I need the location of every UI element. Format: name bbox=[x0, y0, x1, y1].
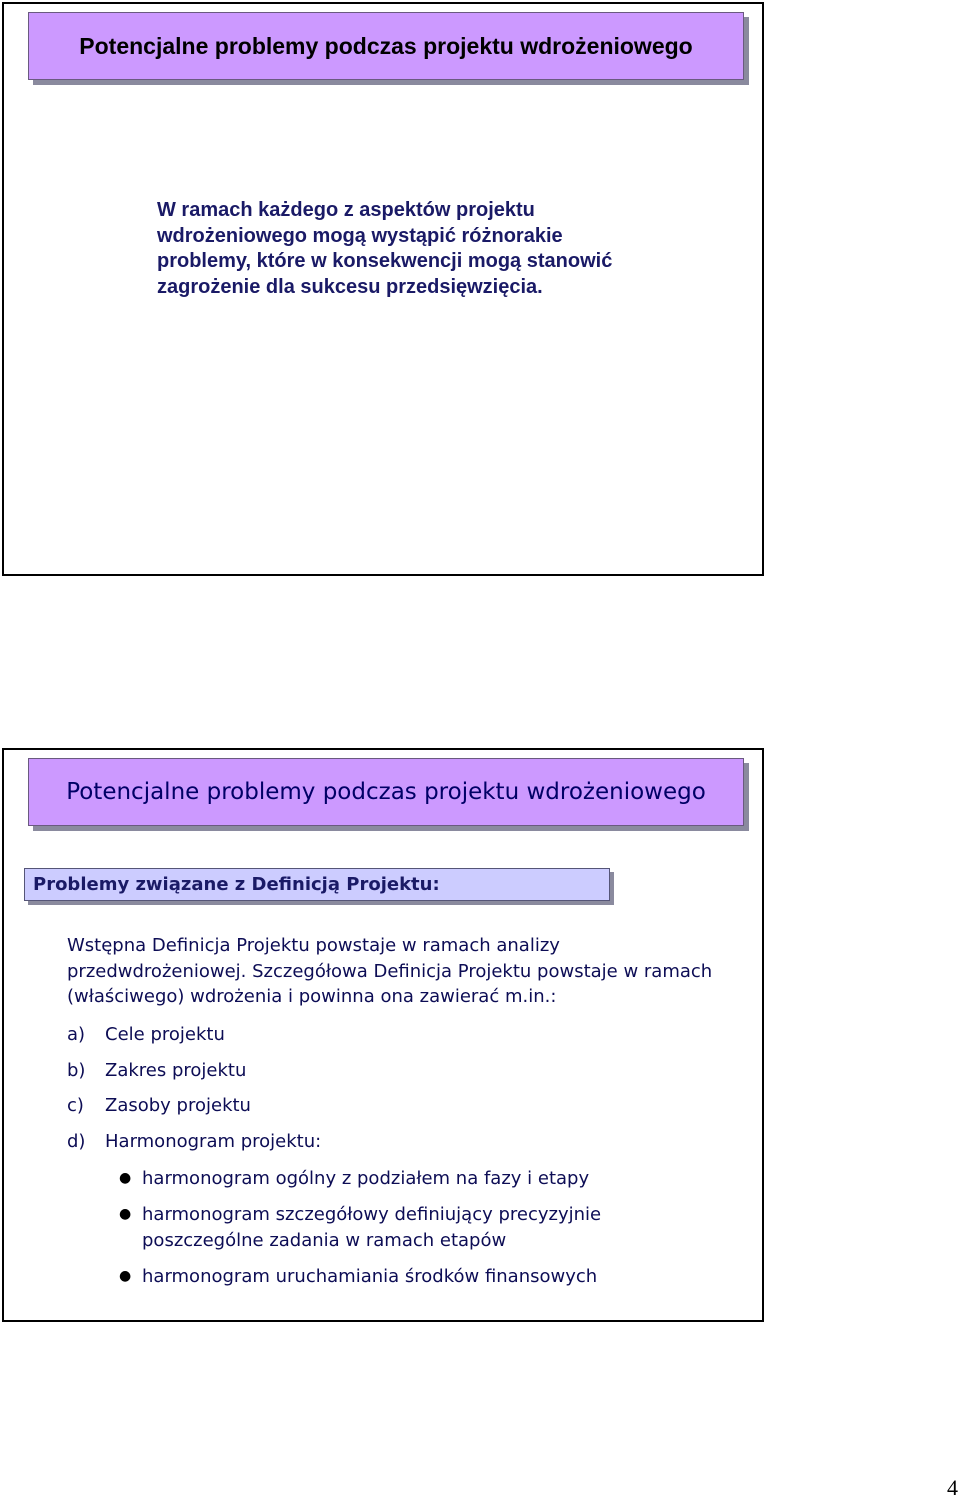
bullet-text: harmonogram szczegółowy definiujący precyzyjnie poszczególne zadania w ramach etapów bbox=[142, 1204, 602, 1251]
bullet-text: harmonogram ogólny z podziałem na fazy i etapy bbox=[142, 1168, 590, 1189]
slide-2-title-box bbox=[28, 758, 744, 826]
slide-1-intro-text: W ramach każdego z aspektów projektu wdrożeniowego mogą wystąpić różnorakie problemy, które w konsekwencji mogą stanowić zagrożenie dla sukcesu przedsięwzięcia. bbox=[157, 199, 613, 298]
slide-2-title: Potencjalne problemy podczas projektu wdrożeniowego bbox=[66, 778, 706, 805]
list-item-text: Cele projektu bbox=[105, 1024, 225, 1045]
schedule-bullets-list bbox=[114, 1166, 702, 1300]
bullet-dot-icon: ● bbox=[119, 1267, 132, 1284]
list-marker: a) bbox=[67, 1024, 86, 1045]
slide-2 bbox=[2, 748, 764, 1322]
page-number: 4 bbox=[947, 1475, 958, 1500]
definition-items-list bbox=[67, 1022, 321, 1165]
slide-2-subtitle-box bbox=[24, 868, 610, 901]
bullet-item bbox=[114, 1166, 702, 1192]
list-item bbox=[67, 1058, 321, 1094]
bullet-text: harmonogram uruchamiania środków finansowych bbox=[142, 1265, 598, 1287]
list-item-text: Zakres projektu bbox=[105, 1059, 247, 1081]
list-item bbox=[67, 1093, 321, 1129]
list-item-text: Harmonogram projektu: bbox=[105, 1131, 322, 1153]
slide-1-title-box bbox=[28, 12, 744, 80]
slide-2-subtitle: Problemy związane z Definicją Projektu: bbox=[33, 874, 440, 895]
list-marker: b) bbox=[67, 1059, 86, 1081]
list-item-text: Zasoby projektu bbox=[105, 1095, 251, 1117]
slide-1 bbox=[2, 2, 764, 576]
slide-2-body-text: Wstępna Definicja Projektu powstaje w ramach analizy przedwdrożeniowej. Szczegółowa Definicja Projektu powstaje w ramach (właściwego) wdrożenia i powinna ona zawierać m.in.: bbox=[67, 935, 713, 1007]
bullet-dot-icon: ● bbox=[119, 1170, 132, 1186]
bullet-item bbox=[114, 1264, 702, 1290]
list-marker: d) bbox=[67, 1131, 86, 1153]
list-item bbox=[67, 1022, 321, 1058]
bullet-dot-icon: ● bbox=[119, 1206, 132, 1222]
slide-1-title: Potencjalne problemy podczas projektu wdrożeniowego bbox=[79, 32, 693, 59]
bullet-item bbox=[114, 1202, 702, 1253]
list-marker: c) bbox=[67, 1095, 84, 1117]
list-item bbox=[67, 1129, 321, 1165]
